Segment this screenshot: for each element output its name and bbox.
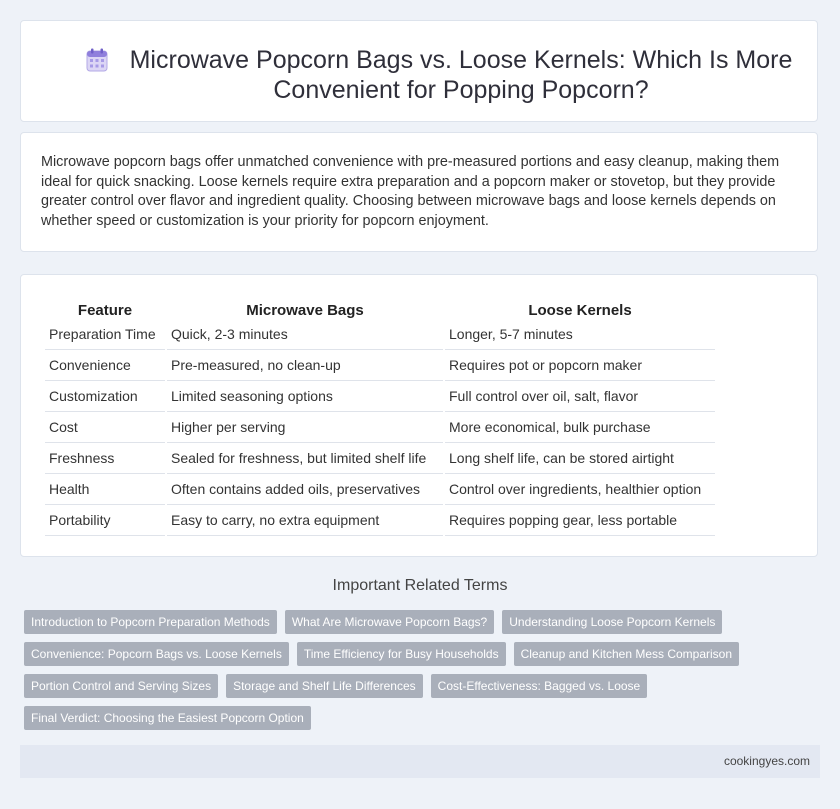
microwave-bags-cell: Often contains added oils, preservatives bbox=[167, 474, 443, 505]
feature-cell: Convenience bbox=[45, 350, 165, 381]
microwave-bags-cell: Sealed for freshness, but limited shelf life bbox=[167, 443, 443, 474]
related-term-tag[interactable]: Storage and Shelf Life Differences bbox=[226, 674, 423, 698]
related-term-tag[interactable]: Time Efficiency for Busy Households bbox=[297, 642, 506, 666]
feature-cell: Health bbox=[45, 474, 165, 505]
feature-cell: Preparation Time bbox=[45, 319, 165, 350]
table-header-row bbox=[45, 295, 715, 319]
feature-cell: Customization bbox=[45, 381, 165, 412]
loose-kernels-cell: Requires pot or popcorn maker bbox=[445, 350, 715, 381]
calendar-icon bbox=[86, 48, 108, 72]
loose-kernels-cell: Requires popping gear, less portable bbox=[445, 505, 715, 536]
comparison-card bbox=[20, 274, 818, 557]
table-row bbox=[45, 443, 715, 474]
feature-cell: Cost bbox=[45, 412, 165, 443]
feature-cell: Freshness bbox=[45, 443, 165, 474]
microwave-bags-cell: Limited seasoning options bbox=[167, 381, 443, 412]
related-term-tag[interactable]: Convenience: Popcorn Bags vs. Loose Kernels bbox=[24, 642, 289, 666]
related-term-tag[interactable]: Cost-Effectiveness: Bagged vs. Loose bbox=[431, 674, 648, 698]
table-row bbox=[45, 412, 715, 443]
related-term-tag[interactable]: Understanding Loose Popcorn Kernels bbox=[502, 610, 722, 634]
table-row bbox=[45, 474, 715, 505]
microwave-bags-cell: Quick, 2-3 minutes bbox=[167, 319, 443, 350]
related-terms-heading: Important Related Terms bbox=[332, 577, 508, 594]
loose-kernels-cell: Control over ingredients, healthier option bbox=[445, 474, 715, 505]
header-card bbox=[20, 20, 818, 122]
microwave-bags-cell: Easy to carry, no extra equipment bbox=[167, 505, 443, 536]
column-header-microwave-bags: Microwave Bags bbox=[246, 302, 364, 319]
loose-kernels-cell: More economical, bulk purchase bbox=[445, 412, 715, 443]
footer-site-link[interactable]: cookingyes.com bbox=[723, 754, 810, 768]
related-terms-tags bbox=[24, 610, 744, 730]
loose-kernels-cell: Long shelf life, can be stored airtight bbox=[445, 443, 715, 474]
column-header-feature: Feature bbox=[77, 302, 133, 319]
intro-card bbox=[20, 132, 818, 252]
feature-cell: Portability bbox=[45, 505, 165, 536]
table-row bbox=[45, 350, 715, 381]
microwave-bags-cell: Pre-measured, no clean-up bbox=[167, 350, 443, 381]
table-row bbox=[45, 319, 715, 350]
table-row bbox=[45, 505, 715, 536]
related-term-tag[interactable]: Final Verdict: Choosing the Easiest Popcorn Option bbox=[24, 706, 311, 730]
comparison-table bbox=[43, 295, 717, 536]
column-header-loose-kernels: Loose Kernels bbox=[528, 302, 632, 319]
related-term-tag[interactable]: Cleanup and Kitchen Mess Comparison bbox=[514, 642, 739, 666]
footer bbox=[20, 745, 820, 778]
related-term-tag[interactable]: Introduction to Popcorn Preparation Methods bbox=[24, 610, 277, 634]
intro-paragraph: Microwave popcorn bags offer unmatched convenience with pre-measured portions and easy cleanup, making them ideal for quick snacking. Loose kernels require extra preparation and a popcorn maker or stovetop, but they provide greater control over flavor and ingredient quality. Choosing between microwave bags and loose kernels depends on whether speed or customization is your priority for popcorn enjoyment. bbox=[41, 154, 780, 229]
loose-kernels-cell: Longer, 5-7 minutes bbox=[445, 319, 715, 350]
page-title: Microwave Popcorn Bags vs. Loose Kernels: Which Is More Convenient for Popping Popcorn? bbox=[129, 46, 793, 104]
microwave-bags-cell: Higher per serving bbox=[167, 412, 443, 443]
related-term-tag[interactable]: What Are Microwave Popcorn Bags? bbox=[285, 610, 494, 634]
table-row bbox=[45, 381, 715, 412]
loose-kernels-cell: Full control over oil, salt, flavor bbox=[445, 381, 715, 412]
related-term-tag[interactable]: Portion Control and Serving Sizes bbox=[24, 674, 218, 698]
